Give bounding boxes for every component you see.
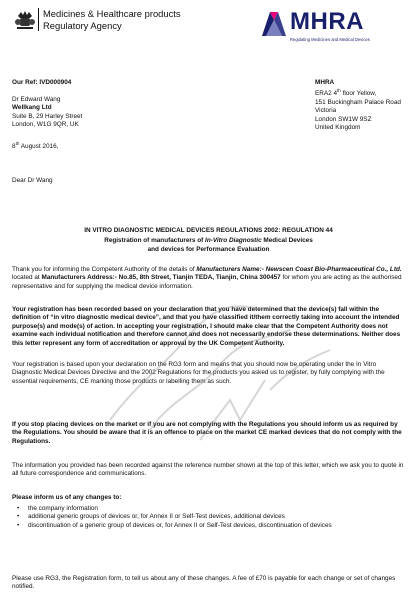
royal-crest-icon — [14, 10, 36, 30]
paragraph-fee: Please use RG3, the Registration form, to tell us about any of these changes. A fee of £70 is payable for each change or set of changes notified. — [12, 575, 396, 591]
sender-address — [315, 79, 415, 133]
letter-title: IN VITRO DIAGNOSTIC MEDICAL DEVICES REGULATIONS 2002: REGULATION 44 — [84, 227, 333, 234]
mhra-logo — [260, 8, 408, 48]
mhra-logo-tagline: Regulating Medicines and Medical Devices — [290, 37, 370, 42]
salutation: Dear Dr Wang — [12, 177, 53, 184]
our-reference: Our Ref: IVD000904 — [12, 79, 72, 86]
sender-address-line3: Victoria — [315, 107, 337, 115]
paragraph-declaration: Your registration is based upon your declaration on the RG3 form and means that you should now be operating under the In Vitro Diagnostic Medical Devices Directive and the 2002 Regulations for the products you asked us to register, by fully complying with the essential requirements, CE marking those products or labelling them as such. — [12, 361, 385, 385]
letter-subtitle-line2: and devices for Performance Evaluation — [147, 246, 270, 253]
changes-list — [12, 505, 416, 530]
list-item: • the company information — [26, 505, 416, 513]
sender-name: MHRA — [315, 79, 335, 86]
paragraph-reference-info: The information you provided has been recorded against the reference number shown at the top of this letter, which we ask you to quote in all future correspondence and communications. — [12, 462, 404, 478]
recipient-name: Dr Edward Wang — [12, 96, 61, 103]
letter-subtitle-line1: Registration of manufacturers of In-Vitro Diagnostic Medical Devices — [104, 237, 313, 244]
agency-name-line1: Medicines & Healthcare products — [43, 8, 181, 19]
list-item: • additional generic groups of devices or, for Annex II or Self-Test devices, additional devices — [26, 513, 416, 521]
letter-date: 8th August 2016, — [12, 141, 59, 151]
changes-heading: Please inform us of any changes to: — [12, 494, 122, 501]
sender-address-line1: ERA2 4th floor Yellow, — [315, 88, 377, 98]
paragraph-intro: Thank you for informing the Competent Authority of the details of Manufacturers Name:- Newscen Coast Bio-Pharmaceutical Co., Ltd. located at Manufacturers Address:- No.85, 8th Street, Tianjin TEDA, Tianjin, China 300457 for whom you are acting as the authorised representative and for supplying the medical device information. — [12, 266, 402, 290]
agency-name — [38, 8, 213, 31]
agency-name-line2: Regulatory Agency — [43, 19, 122, 31]
recipient-company: Wellkang Ltd — [12, 104, 52, 112]
paragraph-registration-recorded: Your registration has been recorded based on your declaration that you have determined that the device(s) fall within the definition of “in vitro diagnostic medical device”, and that you have classified it/them correctly taking into account the intended purpose(s) and mode(s) of action. In accepting your registration, I should make clear that the Competent Authority does not examine each individual notification and therefore cannot and does not necessarily endorse these determinations. Neither does this letter represent any form of accreditation or approval by the UK Competent Authority. — [12, 306, 401, 347]
recipient-address-line1: Suite B, 29 Harley Street — [12, 112, 83, 120]
mhra-logo-mark-icon — [260, 10, 288, 38]
sender-address-line2: 151 Buckingham Palace Road — [315, 98, 401, 106]
recipient-address — [12, 96, 172, 130]
recipient-address-line2: London, W1G 9QR, UK — [12, 121, 79, 129]
sender-address-line4: London SW1W 9SZ — [315, 115, 372, 123]
paragraph-stop-placing: If you stop placing devices on the market or if you are not complying with the Regulations you should inform us as required by the Regulations. You should be aware that it is an offence to place on the market CE marked devices that do not comply with the Regulations. — [12, 421, 402, 445]
mhra-logo-text: MHRA — [290, 8, 364, 35]
sender-address-line5: United Kingdom — [315, 124, 361, 132]
list-item: • discontinuation of a generic group of devices or, for Annex II or Self-Test devices, discontinuation of devices — [26, 522, 416, 530]
